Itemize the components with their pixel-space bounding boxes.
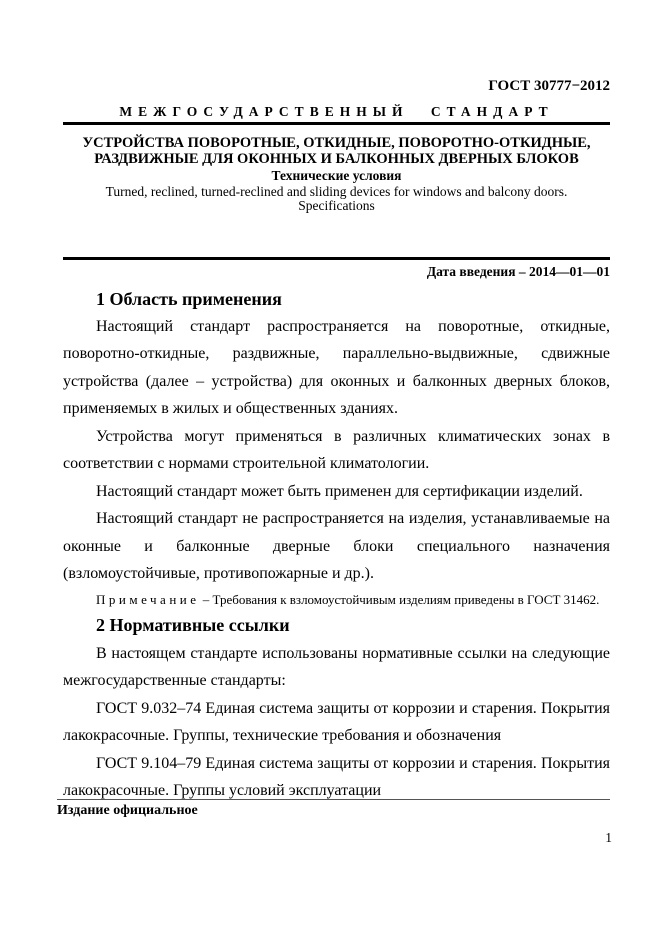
references-paragraph-1: В настоящем стандарте использованы нормативные ссылки на следующие межгосударственные стандарты: (63, 644, 610, 689)
header-rule (63, 122, 610, 125)
section-1-heading: 1 Область применения (96, 288, 282, 309)
document-title-line-1: УСТРОЙСТВА ПОВОРОТНЫЕ, ОТКИДНЫЕ, ПОВОРОТНО-ОТКИДНЫЕ, (82, 135, 591, 151)
document-title (63, 136, 610, 167)
scope-paragraph-4: Настоящий стандарт не распространяется на изделия, устанавливаемые на оконные и балконные дверные блоки специального назначения (взломоустойчивые, противопожарные и др.). (63, 510, 610, 582)
note-text: – Требования к взломоустойчивым изделиям приведены в ГОСТ 31462. (199, 591, 600, 607)
section-scope (63, 288, 610, 608)
doc-number: ГОСТ 30777−2012 (488, 78, 610, 94)
scope-paragraph-2: Устройства могут применяться в различных климатических зонах в соответствии с нормами строительной климатологии. (63, 427, 610, 472)
scope-note (63, 591, 610, 608)
references-paragraph-3: ГОСТ 9.104–79 Единая система защиты от коррозии и старения. Покрытия лакокрасочные. Группы условий эксплуатации (63, 754, 610, 799)
edition-label: Издание официальное (57, 803, 198, 818)
references-paragraph-2: ГОСТ 9.032–74 Единая система защиты от коррозии и старения. Покрытия лакокрасочные. Группы, технические требования и обозначения (63, 699, 610, 744)
page-content (63, 0, 610, 805)
note-label: Примечание (96, 591, 200, 607)
document-title-line-2: РАЗДВИЖНЫЕ ДЛЯ ОКОННЫХ И БАЛКОННЫХ ДВЕРНЫХ БЛОКОВ (94, 150, 579, 167)
document-subtitle-ru: Технические условия (271, 168, 402, 183)
footer-rule (57, 799, 610, 800)
section-2-heading: 2 Нормативные ссылки (96, 614, 290, 635)
scope-paragraph-1: Настоящий стандарт распространяется на поворотные, откидные, поворотно-откидные, раздвижные, параллельно-выдвижные, сдвижные устройства (далее – устройства) для оконных и балконных дверных блоков, применяемых в жилых и общественных зданиях. (63, 317, 610, 417)
document-subtitle-en: Specifications (298, 198, 375, 213)
effective-date: Дата введения – 2014—01—01 (426, 263, 610, 279)
document-title-en: Turned, reclined, turned-reclined and sliding devices for windows and balcony doors. (105, 183, 568, 199)
intro-rule (63, 257, 610, 260)
standard-kind-heading: МЕЖГОСУДАРСТВЕННЫЙ СТАНДАРТ (119, 104, 554, 119)
scope-paragraph-3: Настоящий стандарт может быть применен для сертификации изделий. (96, 482, 583, 500)
page-number: 1 (605, 830, 612, 845)
section-references (63, 614, 610, 805)
